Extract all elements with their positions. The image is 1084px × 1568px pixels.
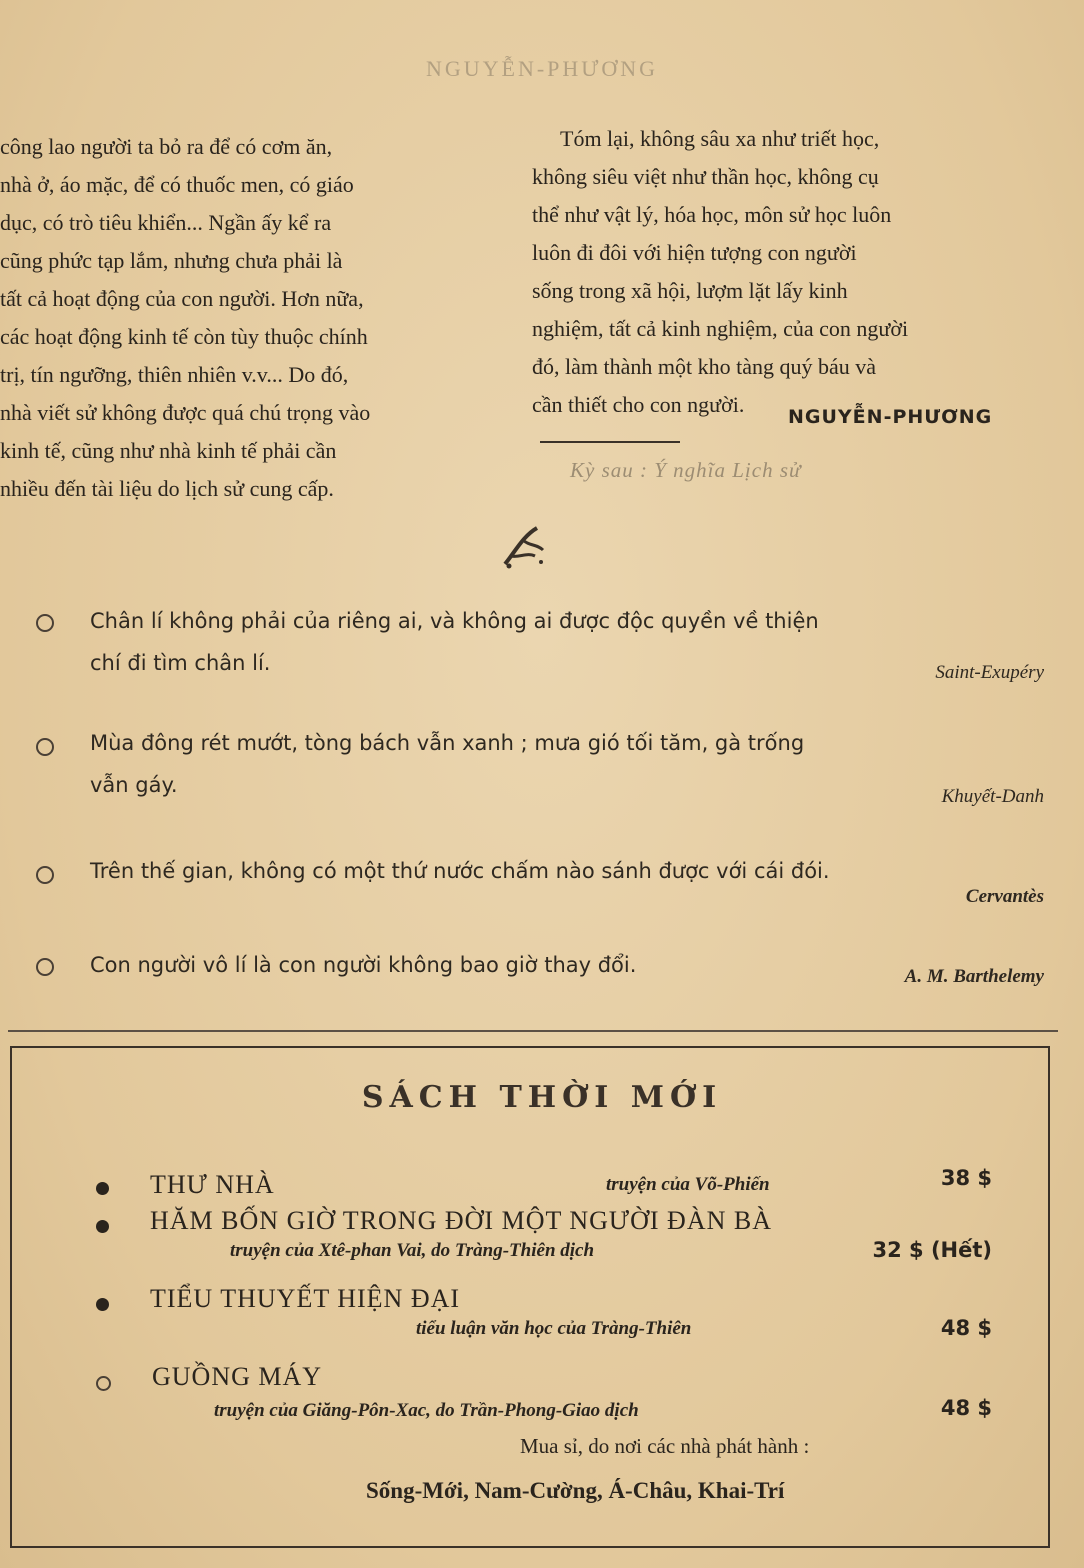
- book-author: truyện của Võ-Phiến: [606, 1174, 770, 1195]
- quote-item: [0, 600, 1060, 690]
- next-issue-note: Kỳ sau : Ý nghĩa Lịch sử: [570, 458, 802, 482]
- ornament-icon: [497, 522, 553, 572]
- essay-line: công lao người ta bỏ ra để có cơm ăn,: [0, 134, 333, 159]
- essay-line: Tóm lại, không sâu xa như triết học,: [560, 126, 880, 151]
- quote-line: chí đi tìm chân lí.: [90, 651, 271, 675]
- distributors-list: Sống-Mới, Nam-Cường, Á-Châu, Khai-Trí: [366, 1478, 785, 1503]
- essay-left-column: [0, 128, 515, 508]
- section-divider: [8, 1030, 1058, 1032]
- quote-item: [0, 850, 1060, 910]
- circle-bullet-icon: [36, 958, 54, 976]
- essay-line: sống trong xã hội, lượm lặt lấy kinh: [532, 278, 848, 303]
- book-author: truyện của Xtê-phan Vai, do Tràng-Thiên dịch: [230, 1240, 595, 1261]
- essay-line: cần thiết cho con người.: [532, 392, 745, 417]
- quote-text: [90, 600, 1050, 684]
- essay-right-column: [532, 120, 1042, 424]
- essay-line: kinh tế, cũng như nhà kinh tế phải cần: [0, 438, 337, 463]
- essay-signature: NGUYỄN-PHƯƠNG: [788, 406, 993, 428]
- essay-line: luôn đi đôi với hiện tượng con người: [532, 240, 857, 265]
- quote-author: Cervantès: [965, 886, 1044, 907]
- essay-line: nhà viết sử không được quá chú trọng vào: [0, 400, 371, 425]
- book-price: 48 $: [940, 1396, 992, 1420]
- book-title: GUỒNG MÁY: [152, 1362, 323, 1391]
- quote-author: Khuyết-Danh: [941, 786, 1044, 807]
- quote-line: vẫn gáy.: [90, 773, 178, 797]
- quote-author: A. M. Barthelemy: [904, 966, 1044, 987]
- essay-line: cũng phức tạp lắm, nhưng chưa phải là: [0, 248, 343, 273]
- advertisement-title: SÁCH THỜI MỚI: [361, 1080, 723, 1115]
- book-price: 48 $: [940, 1316, 992, 1340]
- essay-line: thể như vật lý, hóa học, môn sử học luôn: [532, 202, 892, 227]
- essay-line: không siêu việt như thần học, không cụ: [532, 164, 879, 189]
- quote-line: Trên thế gian, không có một thứ nước chấm nào sánh được với cái đói.: [90, 859, 830, 883]
- quote-item: [0, 722, 1060, 812]
- book-title: HĂM BỐN GIỜ TRONG ĐỜI MỘT NGƯỜI ĐÀN BÀ: [150, 1206, 772, 1235]
- circle-bullet-icon: [36, 738, 54, 756]
- quote-item: [0, 944, 1060, 1004]
- essay-line: nhiều đến tài liệu do lịch sử cung cấp.: [0, 476, 334, 501]
- book-author: tiểu luận văn học của Tràng-Thiên: [416, 1318, 692, 1339]
- divider: [540, 441, 680, 443]
- quote-line: Chân lí không phải của riêng ai, và không ai được độc quyền về thiện: [90, 609, 819, 633]
- bullet-dot-icon: [96, 1220, 109, 1233]
- hollow-bullet-icon: [96, 1376, 111, 1391]
- essay-line: nghiệm, tất cả kinh nghiệm, của con người: [532, 316, 909, 341]
- essay-line: các hoạt động kinh tế còn tùy thuộc chính: [0, 324, 368, 349]
- circle-bullet-icon: [36, 866, 54, 884]
- quote-author: Saint-Exupéry: [935, 662, 1044, 683]
- distributors-label: Mua sỉ, do nơi các nhà phát hành :: [520, 1434, 810, 1458]
- book-title: TIỂU THUYẾT HIỆN ĐẠI: [150, 1284, 461, 1313]
- quote-text: [90, 722, 1050, 806]
- quote-line: Mùa đông rét mướt, tòng bách vẫn xanh ; mưa gió tối tăm, gà trống: [90, 731, 805, 755]
- book-price: 38 $: [940, 1166, 992, 1190]
- book-title: THƯ NHÀ: [150, 1170, 275, 1199]
- book-author: truyện của Giăng-Pôn-Xac, do Trần-Phong-Giao dịch: [214, 1400, 639, 1421]
- circle-bullet-icon: [36, 614, 54, 632]
- essay-line: đó, làm thành một kho tàng quý báu và: [532, 354, 876, 379]
- book-price: 32 $ (Hết): [872, 1238, 992, 1262]
- quote-text: [90, 850, 1050, 892]
- bullet-dot-icon: [96, 1182, 109, 1195]
- running-head: NGUYỄN-PHƯƠNG: [425, 56, 659, 81]
- essay-line: nhà ở, áo mặc, để có thuốc men, có giáo: [0, 172, 354, 197]
- bullet-dot-icon: [96, 1298, 109, 1311]
- essay-line: trị, tín ngưỡng, thiên nhiên v.v... Do đó,: [0, 362, 349, 387]
- quote-line: Con người vô lí là con người không bao giờ thay đổi.: [90, 953, 637, 977]
- essay-line: tất cả hoạt động của con người. Hơn nữa,: [0, 286, 364, 311]
- essay-line: dục, có trò tiêu khiển... Ngần ấy kể ra: [0, 210, 332, 235]
